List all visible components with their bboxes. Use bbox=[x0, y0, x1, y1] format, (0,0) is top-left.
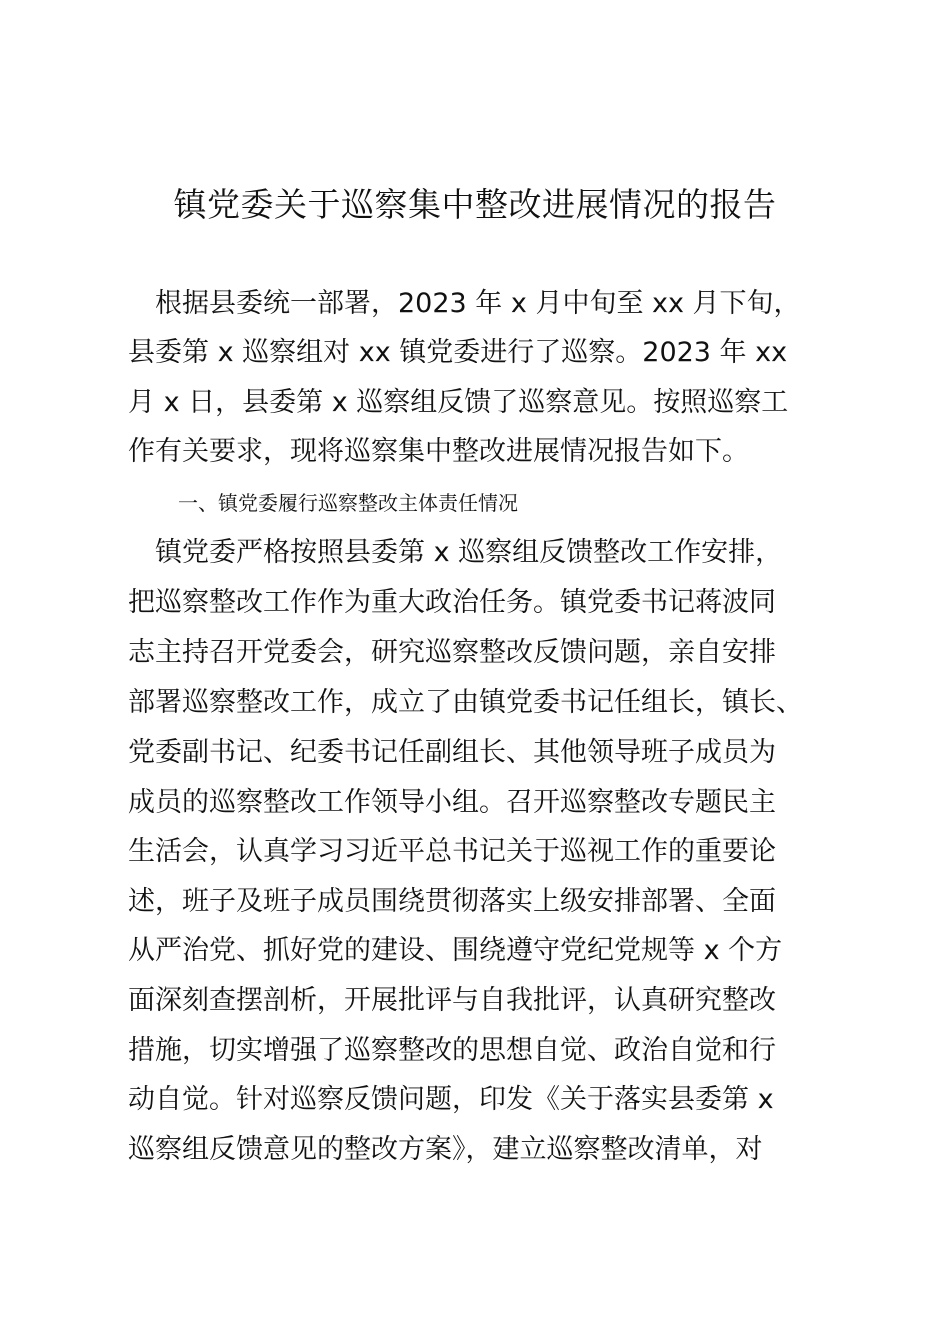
body-line-3: 志主持召开党委会，研究巡察整改反馈问题，亲自安排 bbox=[128, 637, 776, 668]
document-title: 镇党委关于巡察集中整改进展情况的报告 bbox=[173, 185, 777, 224]
body-line-5: 党委副书记、纪委书记任副组长、其他领导班子成员为 bbox=[128, 737, 776, 768]
intro-line-1: 根据县委统一部署，2023 年 x 月中旬至 xx 月下旬， bbox=[128, 288, 801, 319]
body-line-13: 巡察组反馈意见的整改方案》，建立巡察整改清单，对 bbox=[128, 1134, 763, 1165]
intro-line-2: 县委第 x 巡察组对 xx 镇党委进行了巡察。2023 年 xx bbox=[128, 337, 788, 368]
body-line-1: 镇党委严格按照县委第 x 巡察组反馈整改工作安排， bbox=[128, 537, 783, 568]
body-line-4: 部署巡察整改工作，成立了由镇党委书记任组长，镇长、 bbox=[128, 687, 803, 718]
intro-line-4: 作有关要求，现将巡察集中整改进展情况报告如下。 bbox=[128, 436, 749, 467]
body-line-6: 成员的巡察整改工作领导小组。召开巡察整改专题民主 bbox=[128, 787, 776, 818]
body-line-10: 面深刻查摆剖析，开展批评与自我批评，认真研究整改 bbox=[128, 985, 776, 1016]
body-line-2: 把巡察整改工作作为重大政治任务。镇党委书记蒋波同 bbox=[128, 587, 776, 618]
section-heading-1: 一、镇党委履行巡察整改主体责任情况 bbox=[178, 491, 518, 515]
body-line-9: 从严治党、抓好党的建设、围绕遵守党纪党规等 x 个方 bbox=[128, 935, 783, 966]
intro-line-3: 月 x 日，县委第 x 巡察组反馈了巡察意见。按照巡察工 bbox=[128, 387, 789, 418]
body-line-8: 述，班子及班子成员围绕贯彻落实上级安排部署、全面 bbox=[128, 886, 776, 917]
body-line-11: 措施，切实增强了巡察整改的思想自觉、政治自觉和行 bbox=[128, 1035, 776, 1066]
body-line-7: 生活会，认真学习习近平总书记关于巡视工作的重要论 bbox=[128, 836, 776, 867]
body-line-12: 动自觉。针对巡察反馈问题，印发《关于落实县委第 x bbox=[128, 1084, 774, 1115]
